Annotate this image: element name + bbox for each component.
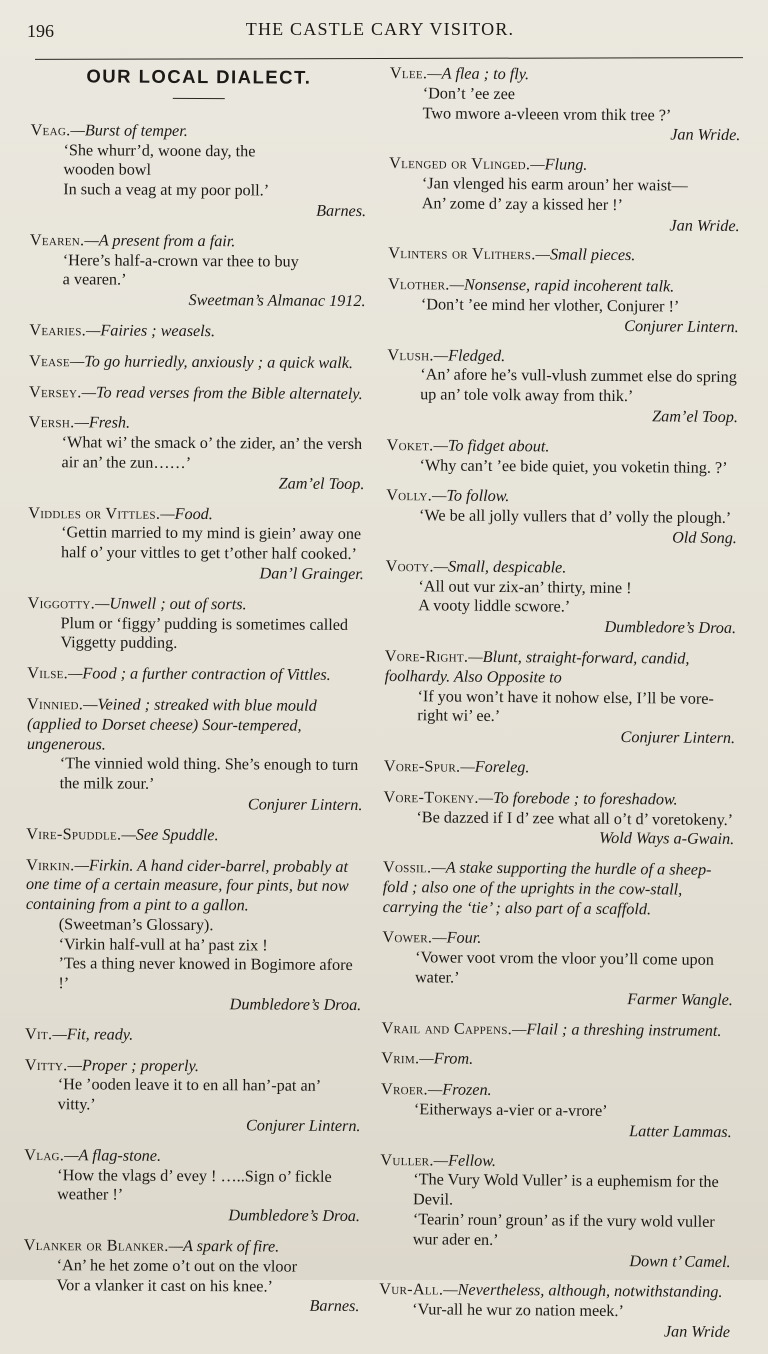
entry-heading	[385, 647, 736, 690]
definition: —Fairies ; weasels.	[85, 321, 216, 341]
headword: Vooty.	[385, 556, 434, 576]
quotation-source: Barnes.	[309, 1297, 360, 1316]
definition: —A flea ; to fly.	[427, 64, 530, 84]
dialect-entry	[24, 1056, 360, 1137]
definition: —Veined ; streaked with blue mould (applied to Dorset cheese) Sour-tempered, ungenerous.	[26, 695, 317, 753]
definition: —Food ; a further contraction of Vittles.	[67, 664, 331, 684]
quotation-line: ‘Jan vlenged his earm aroun’ her waist—	[421, 174, 688, 195]
entry-heading	[390, 64, 741, 87]
definition: —To read verses from the Bible alternately.	[81, 382, 363, 403]
dialect-entry	[379, 1280, 731, 1342]
quotation-line: ‘Why can’t ’ee bide quiet, you voketin thing. ?’	[419, 455, 728, 477]
definition: —Fellow.	[433, 1151, 496, 1170]
quotation-line: In such a veag at my poor poll.’	[63, 180, 270, 200]
dialect-entry	[29, 321, 365, 343]
quotation-source: Dumbledore’s Droa.	[229, 995, 362, 1015]
entry-heading	[388, 244, 739, 267]
entry-heading	[28, 504, 364, 526]
entry-heading	[29, 413, 365, 435]
definition: —A present from a fair.	[84, 231, 236, 251]
quotation-line: ‘Vower voot vrom the vloor you’ll come upon water.’	[414, 948, 714, 987]
entry-heading	[26, 825, 362, 847]
headword: Vur-All.	[379, 1280, 444, 1299]
definition: —To forebode ; to foreshadow.	[478, 788, 678, 809]
dialect-entry	[389, 154, 741, 236]
definition: —Fledged.	[433, 345, 506, 365]
dialect-entry	[388, 244, 739, 267]
headword: Viggotty.	[27, 593, 96, 613]
headword: Vearen.	[29, 230, 85, 250]
headword: Vore-Tokeny.	[383, 787, 479, 807]
quotation-line: ‘How the vlags d’ evey ! …..Sign o’ fickle weather !’	[57, 1165, 332, 1205]
dialect-entry	[27, 594, 363, 655]
headword: Vrail and Cappens.	[381, 1018, 513, 1038]
headword: Vrim.	[381, 1049, 420, 1068]
headword: Veag.	[30, 120, 71, 140]
dialect-entry	[382, 928, 734, 1010]
quotation-source: Jan Wride.	[670, 125, 741, 145]
headword: Vlanker or Blanker.	[23, 1236, 169, 1255]
dialect-entry	[28, 504, 364, 585]
definition: —Small pieces.	[535, 245, 636, 265]
right-entry-list	[379, 64, 741, 1343]
dialect-entry	[23, 1236, 359, 1317]
definition: —Frozen.	[427, 1080, 492, 1100]
headword: Vearies.	[29, 320, 87, 340]
dialect-entry	[385, 557, 737, 639]
quotation-source: Conjurer Lintern.	[620, 728, 736, 748]
quotation-line: ‘Tearin’ roun’ groun’ as if the vury wold vuller wur ader en.’	[412, 1210, 715, 1249]
entry-heading	[387, 436, 738, 459]
headword: Vower.	[382, 928, 433, 947]
entry-heading	[24, 1236, 360, 1258]
quotation-source: Conjurer Lintern.	[245, 1116, 361, 1136]
entry-heading	[29, 352, 365, 374]
entry-heading	[27, 664, 363, 686]
section-title: OUR LOCAL DIALECT.	[86, 65, 312, 88]
quotation-line: ’Tes a thing never knowed in Bogimore afore !’	[58, 954, 353, 993]
headword: Viddles or Vittles.	[28, 503, 161, 523]
entry-heading	[28, 594, 364, 616]
quotation-source: Conjurer Lintern.	[247, 795, 363, 814]
definition: —Nonsense, rapid incoherent talk.	[449, 275, 675, 296]
quotation-line: Two mwore a-vleeen vrom thik tree ?’	[422, 103, 672, 125]
definition: —A spark of fire.	[168, 1236, 280, 1256]
dialect-entry	[381, 1049, 732, 1072]
dialect-entry	[383, 858, 735, 920]
dialect-entry	[30, 121, 367, 222]
quotation-line: ‘Virkin half-vull at ha’ past zix !	[58, 934, 268, 955]
headword: Vroer.	[380, 1080, 429, 1099]
dialect-entry	[383, 788, 735, 850]
headword: Vossil.	[382, 858, 432, 877]
quotation-source: Jan Wride.	[669, 216, 740, 235]
dialect-entry	[24, 1146, 360, 1227]
header-rule	[35, 57, 743, 60]
definition: —To go hurriedly, anxiously ; a quick walk.	[69, 352, 354, 372]
entry-heading	[30, 231, 366, 253]
headword: Voket.	[386, 435, 434, 455]
quotation-line: ‘What wi’ the smack o’ the zider, an’ the versh air an’ the zun……’	[61, 433, 363, 472]
headword: Vire-Spuddle.	[26, 824, 122, 844]
quotation-line: ‘Gettin married to my mind is giein’ away one half o’ your vittles to get t’other half cooked.’	[60, 523, 362, 564]
dialect-entry	[25, 1025, 361, 1047]
right-column	[379, 64, 741, 1354]
definition: —To fidget about.	[433, 436, 550, 456]
headword: Vease	[29, 351, 70, 371]
quotation-source: Wold Ways a-Gwain.	[599, 829, 735, 849]
definition: —Four.	[432, 928, 482, 948]
quotation-source: Farmer Wangle.	[627, 989, 733, 1009]
running-head: THE CASTLE CARY VISITOR.	[245, 19, 515, 39]
entry-heading	[29, 321, 365, 343]
entry-heading	[31, 121, 367, 143]
dialect-entry	[25, 855, 362, 1015]
headword: Vilse.	[27, 664, 69, 683]
quotation-source: Old Song.	[672, 528, 737, 547]
quotation-line: Plum or ‘figgy’ pudding is sometimes called Viggetty pudding.	[60, 613, 349, 653]
quotation-line: ‘The Vury Wold Vuller’ is a euphemism for the Devil.	[413, 1170, 719, 1209]
definition: —A stake supporting the hurdle of a sheep-fold ; also one of the uprights in the cow-stall, carrying the ‘tie’ ; also part of a scaffold.	[382, 858, 712, 918]
dialect-entry	[381, 1080, 733, 1142]
definition: —Flail ; a threshing instrument.	[511, 1019, 722, 1040]
dialect-entry	[29, 383, 365, 405]
entry-heading	[384, 757, 735, 780]
headword: Vuller.	[380, 1150, 434, 1170]
dialect-entry	[386, 486, 738, 548]
entry-heading	[29, 383, 365, 405]
quotation-source: Jan Wride	[663, 1322, 731, 1342]
definition: —Flung.	[530, 155, 588, 174]
dialect-entry	[386, 436, 737, 479]
headword: Vlush.	[387, 345, 434, 364]
dialect-entry	[388, 275, 740, 337]
entry-heading	[25, 1025, 361, 1047]
headword: Vitty.	[24, 1055, 68, 1074]
quotation-line: wooden bowl	[63, 160, 152, 180]
definition: —See Spuddle.	[121, 825, 219, 844]
definition: —Firkin. A hand cider-barrel, probably at one time of a certain measure, four pints, but now containing from a pint to a gallon.	[25, 855, 349, 915]
entry-heading	[24, 1146, 360, 1168]
quotation-line: Vor a vlanker it cast on his knee.’	[56, 1275, 273, 1296]
quotation-line: ‘Eitherways a-vier or a-vrore’	[413, 1100, 608, 1121]
definition: —Fit, ready.	[52, 1025, 134, 1044]
definition: —Burst of temper.	[70, 121, 188, 140]
quotation-line: ‘We be all jolly vullers that d’ volly the plough.’	[418, 506, 732, 528]
headword: Vlee.	[389, 64, 428, 83]
entry-heading	[381, 1049, 732, 1072]
quotation-line: ‘Don’t ’ee zee	[422, 84, 516, 103]
definition: —Small, despicable.	[433, 557, 567, 577]
quotation-source: Zam’el Toop.	[278, 474, 365, 493]
entry-heading	[26, 855, 362, 916]
headword: Virkin.	[26, 855, 75, 874]
quotation-source: Latter Lammas.	[629, 1121, 732, 1141]
title-rule	[173, 98, 225, 99]
definition: —From.	[419, 1049, 474, 1069]
dialect-entry	[26, 695, 363, 816]
headword: Vinnied.	[27, 694, 84, 714]
quotation-line: ‘She whurr’d, woone day, the	[63, 140, 256, 160]
dialect-entry	[28, 413, 364, 494]
quotation-line: ‘All out vur zix-an’ thirty, mine !	[418, 576, 632, 597]
quotation-line: ‘If you won’t have it nohow else, I’ll be vore-right wi’ ee.’	[417, 686, 714, 726]
quotation-line: ‘The vinnied wold thing. She’s enough to turn the milk zour.’	[59, 754, 359, 793]
entry-heading	[383, 858, 735, 920]
quotation-line: a vearen.’	[62, 270, 127, 289]
quotation-source: Dan’l Grainger.	[259, 564, 364, 583]
headword: Vore-Right.	[384, 646, 469, 666]
dialect-entry	[389, 64, 741, 146]
entry-heading	[381, 1019, 732, 1042]
headword: Vore-Spur.	[383, 756, 461, 776]
quotation-source: Down t’ Camel.	[629, 1251, 731, 1271]
definition: —Food.	[160, 504, 213, 523]
headword: Vlenged or Vlinged.	[389, 154, 531, 174]
quotation-line: An’ zome d’ zay a kissed her !’	[421, 194, 624, 214]
definition: —Fresh.	[74, 413, 131, 432]
dialect-entry	[381, 1019, 732, 1042]
dialect-entry	[387, 346, 739, 428]
quotation-source: Dumbledore’s Droa.	[604, 618, 737, 638]
headword: Vit.	[25, 1024, 53, 1044]
definition: —Unwell ; out of sorts.	[94, 594, 247, 614]
quotation-line: ‘He ’ooden leave it to en all han’-pat an’ vitty.’	[57, 1075, 321, 1114]
definition: —Nevertheless, although, notwithstanding.	[443, 1280, 723, 1302]
entry-heading	[27, 695, 363, 756]
dialect-entry	[29, 231, 365, 312]
quotation-line: ‘Vur-all he wur zo nation meek.’	[412, 1300, 624, 1321]
quotation-source: Sweetman’s Almanac 1912.	[188, 291, 366, 311]
entry-heading	[384, 788, 735, 811]
definition: —Proper ; properly.	[67, 1055, 199, 1075]
quotation-line: ‘Be dazzed if I d’ zee what all o’t d’ voretokeny.’	[416, 807, 734, 829]
definition: —Blunt, straight-forward, candid, foolhardy. Also Opposite to	[384, 647, 690, 687]
quotation-line: ‘An’ he het zome o’t out on the vloor	[56, 1256, 298, 1276]
quotation-source: Dumbledore’s Droa.	[228, 1206, 361, 1226]
dialect-entry	[27, 664, 363, 686]
definition: —To follow.	[431, 486, 510, 506]
definition: —A flag-stone.	[64, 1146, 162, 1165]
quotation-source: Barnes.	[316, 201, 367, 221]
entry-heading	[386, 557, 737, 580]
headword: Versh.	[28, 413, 75, 432]
page-number: 196	[27, 21, 54, 41]
quotation-source: Zam’el Toop.	[652, 407, 739, 427]
dialect-entry	[379, 1151, 731, 1273]
quotation-line: ‘Here’s half-a-crown var thee to buy	[62, 250, 299, 271]
headword: Volly.	[386, 486, 433, 505]
headword: Vlag.	[24, 1145, 65, 1165]
quotation-line: A vooty liddle scwore.’	[418, 596, 571, 616]
dialect-entry	[26, 825, 362, 847]
dialect-entry	[384, 757, 735, 780]
left-entry-list	[23, 121, 366, 1317]
headword: Versey.	[28, 382, 82, 401]
quotation-line: ‘An’ afore he’s vull-vlush zummet else do spring up an’ tole volk away from thik.’	[420, 365, 737, 406]
quotation-line: ‘Don’t ’ee mind her vlother, Conjurer !’	[420, 295, 680, 316]
left-column	[23, 64, 367, 1328]
headword: Vlother.	[388, 275, 450, 294]
dialect-entry	[29, 352, 365, 374]
dialect-entry	[384, 647, 736, 749]
quotation-line: (Sweetman’s Glossary).	[58, 915, 214, 935]
quotation-source: Conjurer Lintern.	[624, 316, 739, 336]
definition: —Foreleg.	[460, 757, 530, 777]
headword: Vlinters or Vlithers.	[388, 244, 536, 264]
entry-heading	[25, 1056, 361, 1078]
